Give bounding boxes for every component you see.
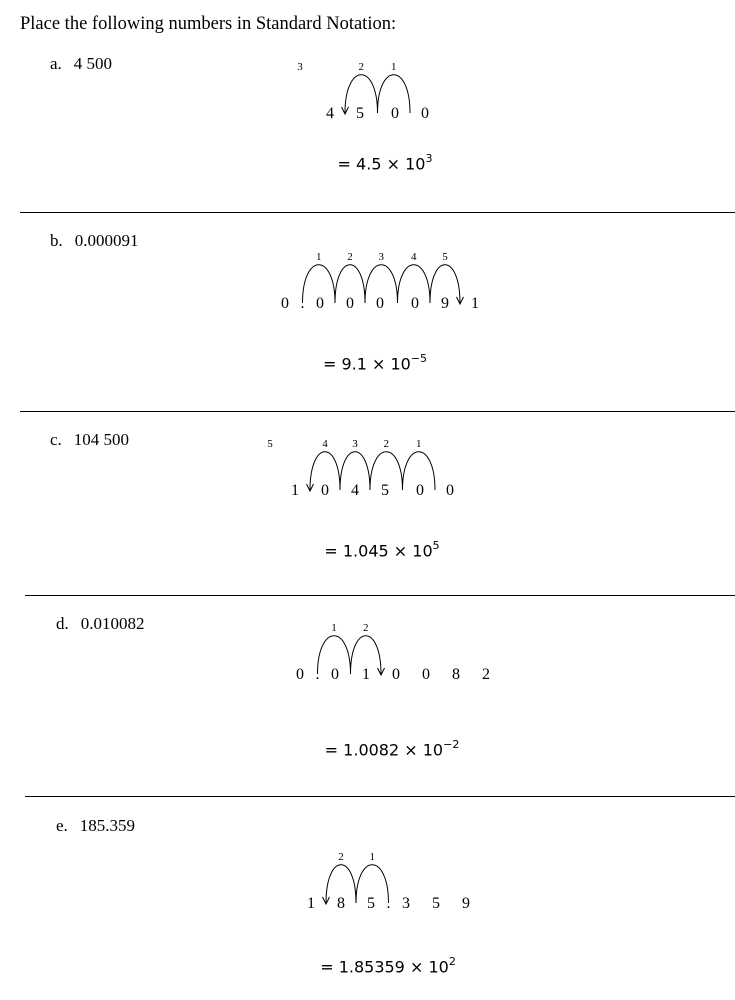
result-exponent: 2: [448, 955, 456, 968]
digit: 0: [346, 295, 354, 312]
decimal-point: .: [315, 666, 320, 683]
problem-letter: a.: [50, 54, 62, 73]
hop-label: 4: [322, 438, 328, 450]
digit: 0: [281, 295, 289, 312]
digit: 5: [367, 895, 375, 912]
problem-e-hop-diagram: [290, 847, 490, 922]
hop-label: 2: [338, 851, 344, 863]
problem-letter: e.: [56, 816, 68, 835]
problem-number: 104 500: [73, 430, 130, 449]
problem-letter: c.: [50, 430, 62, 449]
equals-sign: =: [322, 354, 337, 374]
problem-letter: d.: [56, 614, 69, 633]
decimal-point: .: [386, 895, 391, 912]
times-sign: ×: [404, 740, 418, 760]
section-divider: [25, 595, 735, 596]
digit: 9: [441, 295, 449, 312]
result-exponent: 3: [425, 152, 433, 165]
times-sign: ×: [386, 154, 400, 174]
hop-label: 2: [347, 251, 353, 263]
digit: 2: [482, 666, 490, 683]
digit: 5: [356, 105, 364, 122]
problem-number: 0.000091: [74, 231, 139, 250]
equals-sign: =: [337, 154, 351, 174]
power-base: 10: [412, 541, 433, 561]
power-base: 10: [428, 957, 449, 977]
result-exponent: −5: [410, 352, 428, 365]
digit: 0: [421, 105, 429, 122]
worksheet-title: Place the following numbers in Standard Notation:: [20, 14, 397, 34]
digit: 0: [392, 666, 400, 683]
result-mantissa: 1.045: [342, 541, 389, 561]
problem-e-label: [56, 816, 135, 836]
digit: 8: [452, 666, 460, 683]
hop-label: 2: [383, 438, 389, 450]
hop-label: 3: [352, 438, 358, 450]
digit: 1: [471, 295, 479, 312]
power-base: 10: [405, 154, 426, 174]
digit: 0: [416, 482, 424, 499]
digit: 0: [316, 295, 324, 312]
digit: 1: [291, 482, 299, 499]
equals-sign: =: [324, 740, 339, 760]
result-mantissa: 9.1: [341, 354, 367, 374]
digit: 0: [411, 295, 419, 312]
digit: 0: [391, 105, 399, 122]
section-divider: [20, 212, 735, 213]
hop-label: 1: [416, 438, 422, 450]
digit: 4: [351, 482, 359, 499]
result-mantissa: 1.0082: [343, 740, 400, 760]
power-base: 10: [390, 354, 411, 374]
digit: 5: [381, 482, 389, 499]
problem-number: 185.359: [79, 816, 136, 835]
digit: 9: [462, 895, 470, 912]
problem-a-label: [50, 54, 112, 74]
problem-a-result: [338, 153, 433, 173]
digit: 8: [337, 895, 345, 912]
problem-d-label: [56, 614, 145, 634]
problem-c-hop-diagram: [267, 432, 490, 507]
result-mantissa: 1.85359: [338, 957, 405, 977]
section-divider: [20, 411, 735, 412]
digit: 0: [321, 482, 329, 499]
hop-label: 1: [369, 851, 375, 863]
hop-label: 3: [297, 61, 303, 73]
digit: 0: [296, 666, 304, 683]
digit: 4: [326, 105, 334, 122]
problem-number: 0.010082: [80, 614, 145, 633]
digit: 1: [307, 895, 315, 912]
times-sign: ×: [409, 957, 424, 977]
hop-label: 1: [316, 251, 322, 263]
power-base: 10: [422, 740, 444, 760]
times-sign: ×: [393, 541, 408, 561]
hop-label: 3: [378, 251, 384, 263]
problem-b-hop-diagram: [260, 245, 510, 320]
section-divider: [25, 796, 735, 797]
problem-e-result: [320, 956, 456, 976]
hop-label: 2: [363, 622, 369, 634]
problem-c-result: [324, 540, 439, 560]
problem-b-label: [50, 231, 139, 251]
result-exponent: −2: [443, 738, 460, 751]
problem-number: 4 500: [73, 54, 113, 73]
equals-sign: =: [320, 957, 334, 977]
hop-label: 4: [411, 251, 417, 263]
problem-d-hop-diagram: [280, 617, 510, 692]
digit: 0: [376, 295, 384, 312]
result-mantissa: 4.5: [356, 154, 382, 174]
problem-c-label: [50, 430, 129, 450]
digit: 5: [432, 895, 440, 912]
result-exponent: 5: [432, 539, 440, 552]
hop-label: 1: [391, 61, 397, 73]
hop-label: 5: [442, 251, 448, 263]
problem-b-result: [323, 353, 427, 373]
problem-letter: b.: [50, 231, 63, 250]
hop-label: 1: [331, 622, 337, 634]
digit: 0: [422, 666, 430, 683]
hop-label: 2: [358, 61, 364, 73]
problem-d-result: [325, 739, 460, 759]
decimal-point: .: [300, 295, 305, 312]
times-sign: ×: [371, 354, 386, 374]
problem-a-hop-diagram: [297, 55, 480, 130]
digit: 3: [402, 895, 410, 912]
digit: 0: [446, 482, 454, 499]
digit: 1: [362, 666, 370, 683]
hop-label: 5: [267, 438, 273, 450]
equals-sign: =: [324, 541, 338, 561]
digit: 0: [331, 666, 339, 683]
